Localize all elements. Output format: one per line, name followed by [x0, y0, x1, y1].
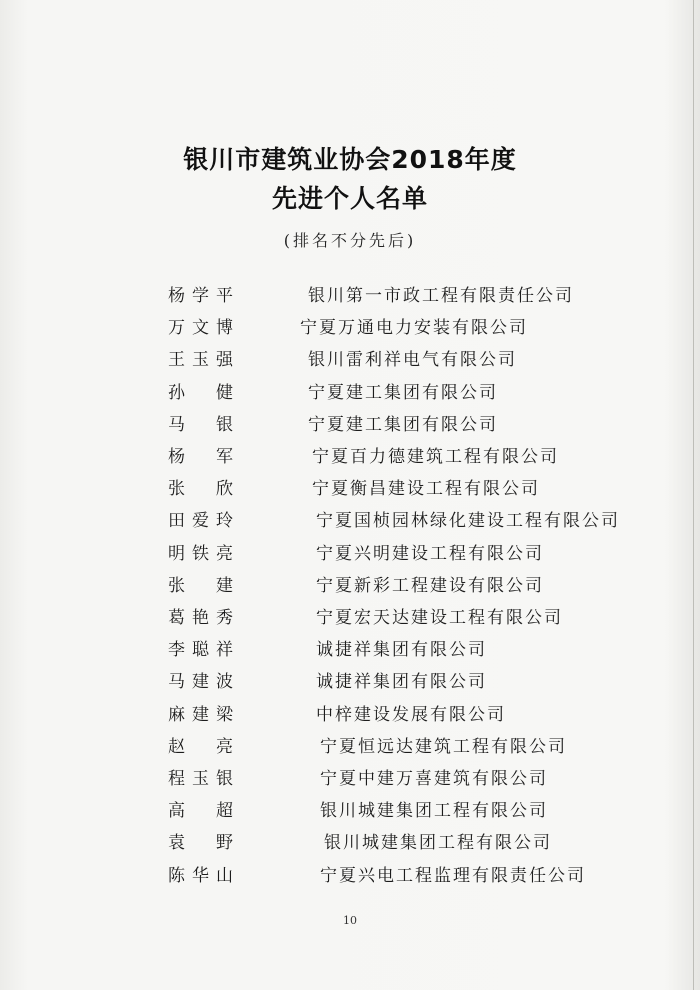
list-item	[0, 506, 700, 534]
list-item	[0, 861, 700, 889]
list-item	[0, 539, 700, 567]
awardee-name: 陈华山	[168, 865, 234, 886]
awardee-company: 中梓建设发展有限公司	[316, 704, 506, 725]
awardee-company: 宁夏兴电工程监理有限责任公司	[320, 865, 586, 886]
awardee-company: 宁夏建工集团有限公司	[308, 382, 498, 403]
awardee-company: 宁夏万通电力安装有限公司	[300, 318, 528, 339]
awardee-company: 宁夏兴明建设工程有限公司	[316, 543, 544, 564]
awardee-company: 诚捷祥集团有限公司	[316, 672, 487, 693]
list-item	[0, 281, 700, 309]
awardee-company: 诚捷祥集团有限公司	[316, 640, 487, 661]
awardee-company: 银川城建集团工程有限公司	[324, 833, 552, 854]
awardee-name: 葛艳秀	[168, 608, 234, 628]
awardee-name: 高 超	[168, 801, 234, 822]
awardee-name: 程玉银	[168, 769, 234, 789]
awardee-name: 明铁亮	[168, 543, 234, 564]
awardee-company: 宁夏国桢园林绿化建设工程有限公司	[316, 511, 620, 532]
awardee-name: 孙 健	[168, 382, 234, 403]
list-item	[0, 764, 700, 792]
awardee-name: 杨学平	[168, 286, 234, 306]
list-item	[0, 700, 700, 728]
awardee-name: 李聪祥	[168, 640, 234, 661]
awardee-name: 王玉强	[168, 350, 234, 371]
awardee-company: 宁夏衡昌建设工程有限公司	[312, 479, 540, 500]
awardee-company: 宁夏中建万喜建筑有限公司	[320, 769, 548, 789]
list-item	[0, 474, 700, 502]
awardee-company: 银川城建集团工程有限公司	[320, 801, 548, 822]
awardee-company: 宁夏恒远达建筑工程有限公司	[320, 736, 567, 757]
awardee-name: 麻建梁	[168, 704, 234, 725]
list-item	[0, 313, 700, 341]
awardee-company: 宁夏新彩工程建设有限公司	[316, 575, 544, 596]
awardee-company: 银川第一市政工程有限责任公司	[308, 286, 574, 306]
awardee-name: 张 欣	[168, 479, 234, 500]
awardee-name: 赵 亮	[168, 736, 234, 757]
awardee-company: 宁夏宏天达建设工程有限公司	[316, 608, 563, 628]
awardee-company: 银川雷利祥电气有限公司	[308, 350, 517, 371]
awardee-name: 田爱玲	[168, 511, 234, 532]
list-item	[0, 603, 700, 631]
awardee-company: 宁夏建工集团有限公司	[308, 414, 498, 435]
list-item	[0, 828, 700, 856]
list-item	[0, 410, 700, 438]
list-item	[0, 345, 700, 373]
awardee-name: 马 银	[168, 414, 234, 435]
awardee-name: 万文博	[168, 318, 234, 339]
document-subtitle: (排名不分先后)	[283, 231, 417, 250]
list-item	[0, 667, 700, 695]
list-item	[0, 796, 700, 824]
list-item	[0, 378, 700, 406]
page-number: 10	[343, 914, 357, 927]
document-title-line-2: 先进个人名单	[271, 184, 428, 213]
awardee-name: 杨 军	[168, 447, 234, 467]
list-item	[0, 635, 700, 663]
awardee-name: 马建波	[168, 672, 234, 693]
list-item	[0, 571, 700, 599]
list-item	[0, 732, 700, 760]
list-item	[0, 442, 700, 470]
awardee-company: 宁夏百力德建筑工程有限公司	[312, 447, 559, 467]
document-title-line-1: 银川市建筑业协会2018年度	[183, 145, 517, 174]
awardee-name: 张 建	[168, 575, 234, 596]
awardee-name: 袁 野	[168, 833, 234, 854]
